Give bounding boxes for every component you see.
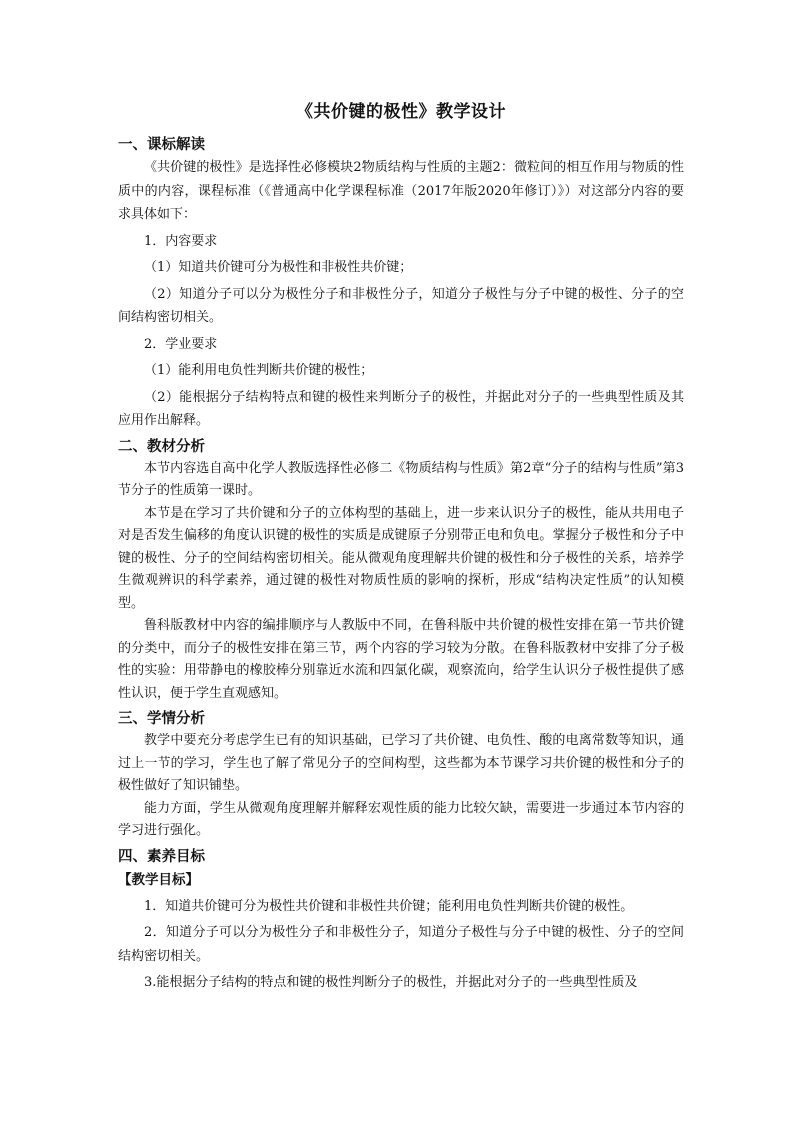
- academic-requirement-1: （1）能利用电负性判断共价键的极性；: [144, 363, 374, 378]
- content-requirements-label: 1．内容要求: [144, 233, 218, 249]
- academic-requirement-2: （2）能根据分子结构特点和键的极性来判断分子的极性，并据此对分子的一些典型性质及其应用作出解释。: [118, 389, 684, 428]
- paragraph-curriculum-intro: 《共价键的极性》是选择性必修模块2物质结构与性质的主题2：微粒间的相互作用与物质的性质中的内容，课程标准（《普通高中化学课程标准（2017年版2020年修订）》）对这部分内容的要求具体如下：: [118, 160, 684, 222]
- document-body: [118, 100, 684, 995]
- goal-2: 2．知道分子可以分为极性分子和非极性分子，知道分子极性与分子中键的极性、分子的空间结构密切相关。: [118, 925, 684, 964]
- section-heading-goals: 四、素养目标: [118, 848, 205, 865]
- paragraph-textbook-2: 本节是在学习了共价键和分子的立体构型的基础上，进一步来认识分子的极性，能从共用电子对是否发生偏移的角度认识键的极性的实质是成键原子分别带正电和负电。掌握分子极性和分子中键的极性、分子的空间结构密切相关。能从微观角度理解共价键的极性和分子极性的关系，培养学生微观辨识的科学素养，通过键的极性对物质性质的影响的探析，形成“结构决定性质”的认知模型。: [118, 505, 684, 611]
- section-heading-learners: 三、学情分析: [118, 711, 205, 727]
- paragraph-learners-2: 能力方面，学生从微观角度理解并解释宏观性质的能力比较欠缺，需要进一步通过本节内容的学习进行强化。: [118, 800, 684, 838]
- content-requirement-2: （2）知道分子可以分为极性分子和非极性分子，知道分子极性与分子中键的极性、分子的空间结构密切相关。: [118, 286, 684, 325]
- academic-requirements-label: 2．学业要求: [144, 336, 218, 352]
- goal-1: 1．知道共价键可分为极性共价键和非极性共价键；能利用电负性判断共价键的极性。: [144, 898, 634, 914]
- paragraph-textbook-1: 本节内容选自高中化学人教版选择性必修二《物质结构与性质》第2章“分子的结构与性质”第3节分子的性质第一课时。: [118, 460, 684, 498]
- section-heading-curriculum: 一、课标解读: [118, 137, 205, 153]
- content-requirement-1: （1）知道共价键可分为极性和非极性共价键；: [144, 260, 413, 275]
- section-heading-textbook: 二、教材分析: [118, 438, 205, 455]
- paragraph-learners-1: 教学中要充分考虑学生已有的知识基础，已学习了共价键、电负性、酸的电离常数等知识，通过上一节的学习，学生也了解了常见分子的空间构型，这些都为本节课学习共价键的极性和分子的极性做好了知识铺垫。: [118, 733, 684, 793]
- paragraph-textbook-3: 鲁科版教材中内容的编排顺序与人教版中不同，在鲁科版中共价键的极性安排在第一节共价键的分类中，而分子的极性安排在第三节，两个内容的学习较为分散。在鲁科版教材中安排了分子极性的实验：用带静电的橡胶棒分别靠近水流和四氯化碳，观察流向，给学生认识分子极性提供了感性认识，便于学生直观感知。: [118, 618, 684, 701]
- goal-3: 3.能根据分子结构的特点和键的极性判断分子的极性，并据此对分子的一些典型性质及: [144, 975, 638, 990]
- teaching-goals-label: 【教学目标】: [118, 871, 199, 888]
- document-title: 《共价键的极性》教学设计: [296, 102, 506, 122]
